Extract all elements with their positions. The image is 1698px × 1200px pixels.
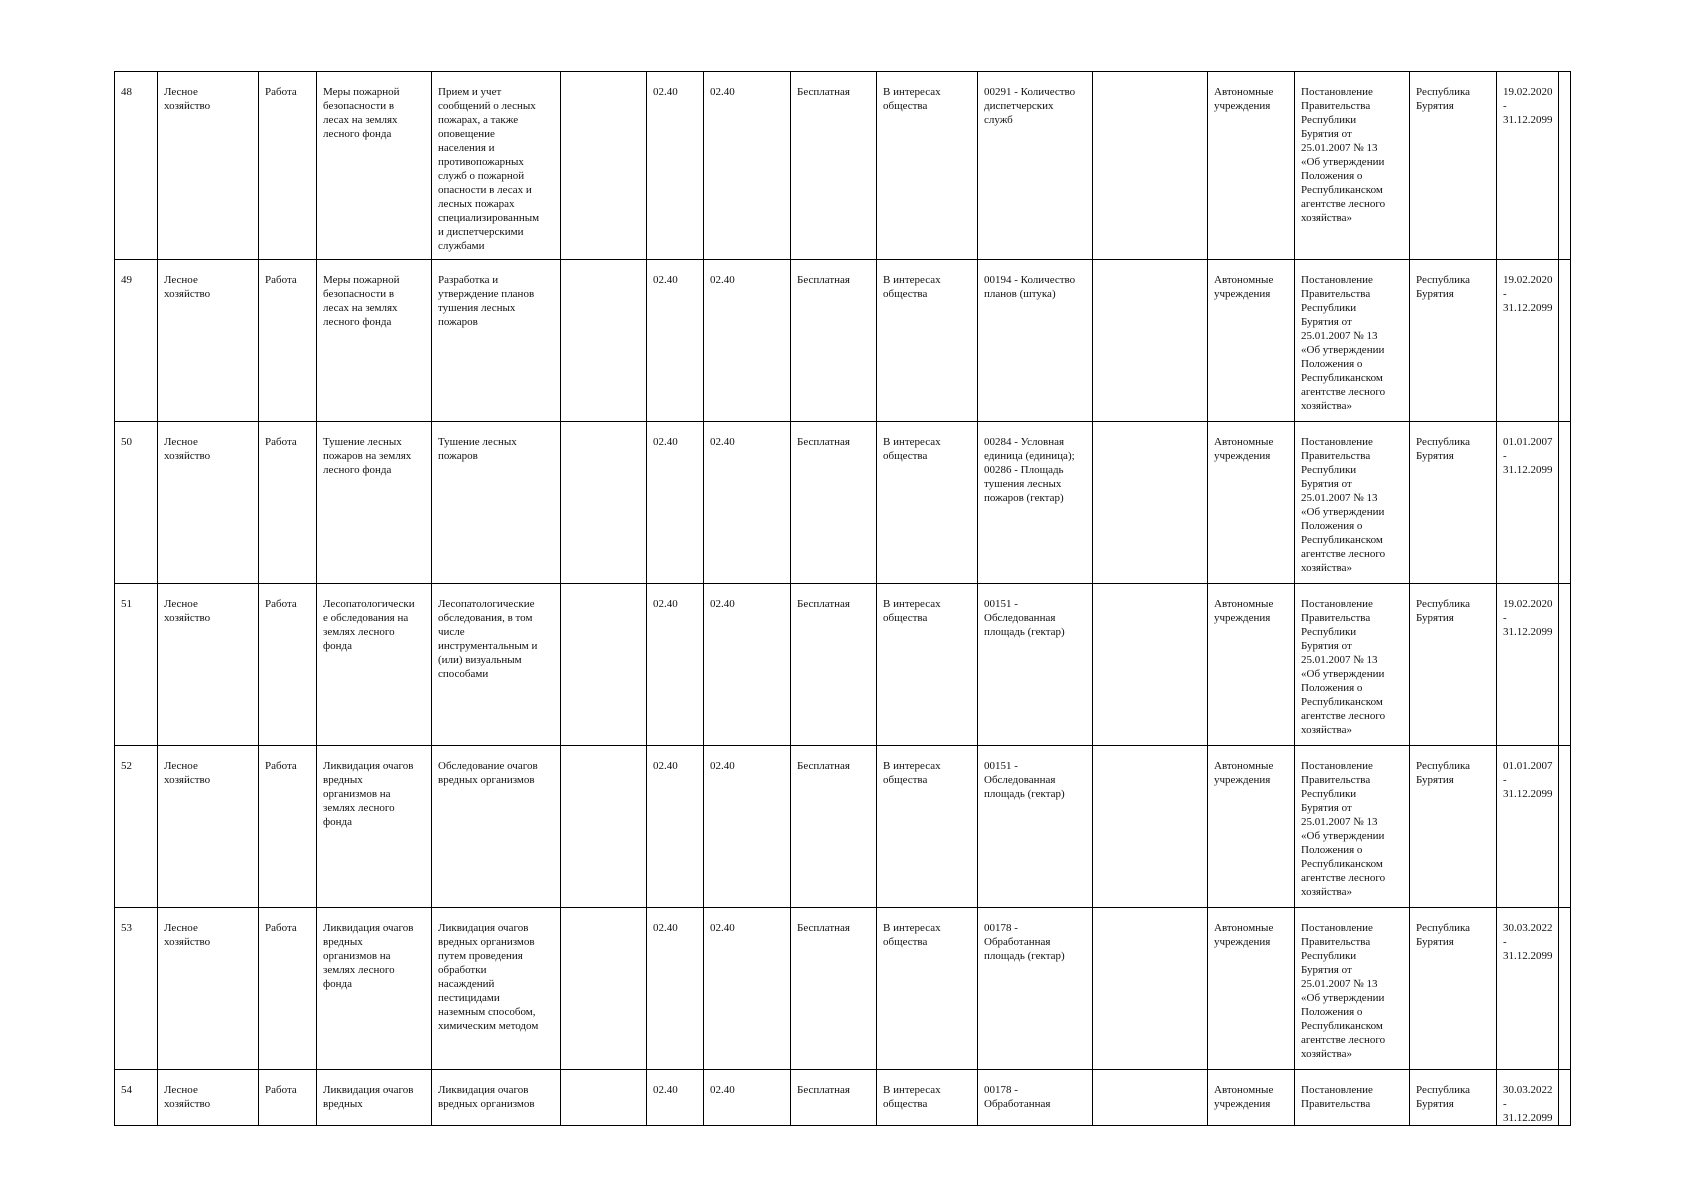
empty-cell — [1558, 72, 1570, 260]
industry-cell: Лесное хозяйство — [158, 72, 259, 260]
legal-basis-cell: Постановление Правительства Республики Бурятия от 25.01.2007 № 13 «Об утверждении Положения о Республиканском агентстве лесного хозяйства» — [1295, 72, 1410, 260]
payment-type-cell: Бесплатная — [791, 260, 877, 422]
okved-code-2-cell: 02.40 — [704, 260, 791, 422]
okved-code-2-cell: 02.40 — [704, 584, 791, 746]
region-cell: Республика Бурятия — [1410, 1070, 1497, 1126]
interest-cell: В интересах общества — [877, 746, 978, 908]
region-cell: Республика Бурятия — [1410, 746, 1497, 908]
industry-cell: Лесное хозяйство — [158, 908, 259, 1070]
empty-cell — [561, 746, 647, 908]
interest-cell: В интересах общества — [877, 584, 978, 746]
work-content-cell: Разработка и утверждение планов тушения лесных пожаров — [432, 260, 561, 422]
work-content-cell: Тушение лесных пожаров — [432, 422, 561, 584]
industry-cell: Лесное хозяйство — [158, 260, 259, 422]
empty-cell — [1093, 584, 1208, 746]
type-cell: Работа — [259, 72, 317, 260]
payment-type-cell: Бесплатная — [791, 422, 877, 584]
region-cell: Республика Бурятия — [1410, 72, 1497, 260]
row-number: 50 — [115, 422, 158, 584]
type-cell: Работа — [259, 746, 317, 908]
registry-table — [114, 71, 1571, 1126]
institution-type-cell: Автономные учреждения — [1208, 1070, 1295, 1126]
institution-type-cell: Автономные учреждения — [1208, 422, 1295, 584]
indicator-cell: 00194 - Количество планов (штука) — [978, 260, 1093, 422]
row-number: 48 — [115, 72, 158, 260]
okved-code-cell: 02.40 — [647, 908, 704, 1070]
legal-basis-cell: Постановление Правительства Республики Бурятия от 25.01.2007 № 13 «Об утверждении Положения о Республиканском агентстве лесного хозяйства» — [1295, 908, 1410, 1070]
type-cell: Работа — [259, 260, 317, 422]
table-body — [115, 72, 1571, 1126]
empty-cell — [1558, 746, 1570, 908]
indicator-cell: 00284 - Условная единица (единица); 00286 - Площадь тушения лесных пожаров (гектар) — [978, 422, 1093, 584]
empty-cell — [561, 584, 647, 746]
table-row — [115, 908, 1571, 1070]
empty-cell — [1093, 1070, 1208, 1126]
industry-cell: Лесное хозяйство — [158, 1070, 259, 1126]
work-content-cell: Прием и учет сообщений о лесных пожарах, а также оповещение населения и противопожарных служб о пожарной опасности в лесах и лесных пожарах специализированным и диспетчерскими службами — [432, 72, 561, 260]
payment-type-cell: Бесплатная — [791, 584, 877, 746]
empty-cell — [1558, 422, 1570, 584]
indicator-cell: 00178 - Обработанная — [978, 1070, 1093, 1126]
work-name-cell: Ликвидация очагов вредных организмов на землях лесного фонда — [317, 746, 432, 908]
okved-code-cell: 02.40 — [647, 1070, 704, 1126]
work-name-cell: Меры пожарной безопасности в лесах на землях лесного фонда — [317, 260, 432, 422]
okved-code-cell: 02.40 — [647, 72, 704, 260]
table-row — [115, 1070, 1571, 1126]
row-number: 54 — [115, 1070, 158, 1126]
empty-cell — [561, 260, 647, 422]
legal-basis-cell: Постановление Правительства — [1295, 1070, 1410, 1126]
row-number: 49 — [115, 260, 158, 422]
okved-code-cell: 02.40 — [647, 260, 704, 422]
okved-code-2-cell: 02.40 — [704, 1070, 791, 1126]
institution-type-cell: Автономные учреждения — [1208, 72, 1295, 260]
interest-cell: В интересах общества — [877, 260, 978, 422]
type-cell: Работа — [259, 584, 317, 746]
legal-basis-cell: Постановление Правительства Республики Бурятия от 25.01.2007 № 13 «Об утверждении Положения о Республиканском агентстве лесного хозяйства» — [1295, 584, 1410, 746]
empty-cell — [1558, 260, 1570, 422]
legal-basis-cell: Постановление Правительства Республики Бурятия от 25.01.2007 № 13 «Об утверждении Положения о Республиканском агентстве лесного хозяйства» — [1295, 746, 1410, 908]
region-cell: Республика Бурятия — [1410, 422, 1497, 584]
indicator-cell: 00291 - Количество диспетчерских служб — [978, 72, 1093, 260]
region-cell: Республика Бурятия — [1410, 260, 1497, 422]
empty-cell — [561, 72, 647, 260]
table-row — [115, 746, 1571, 908]
empty-cell — [561, 422, 647, 584]
empty-cell — [1093, 72, 1208, 260]
period-cell: 19.02.2020 - 31.12.2099 — [1497, 260, 1559, 422]
legal-basis-cell: Постановление Правительства Республики Бурятия от 25.01.2007 № 13 «Об утверждении Положения о Республиканском агентстве лесного хозяйства» — [1295, 422, 1410, 584]
empty-cell — [1093, 422, 1208, 584]
okved-code-2-cell: 02.40 — [704, 908, 791, 1070]
okved-code-cell: 02.40 — [647, 746, 704, 908]
empty-cell — [1558, 584, 1570, 746]
work-content-cell: Лесопатологические обследования, в том числе инструментальным и (или) визуальным способами — [432, 584, 561, 746]
empty-cell — [561, 1070, 647, 1126]
row-number: 51 — [115, 584, 158, 746]
period-cell: 30.03.2022 - 31.12.2099 — [1497, 908, 1559, 1070]
empty-cell — [561, 908, 647, 1070]
type-cell: Работа — [259, 422, 317, 584]
row-number: 52 — [115, 746, 158, 908]
work-content-cell: Ликвидация очагов вредных организмов — [432, 1070, 561, 1126]
work-name-cell: Ликвидация очагов вредных организмов на землях лесного фонда — [317, 908, 432, 1070]
work-name-cell: Лесопатологически е обследования на землях лесного фонда — [317, 584, 432, 746]
institution-type-cell: Автономные учреждения — [1208, 260, 1295, 422]
okved-code-2-cell: 02.40 — [704, 72, 791, 260]
table-row — [115, 584, 1571, 746]
type-cell: Работа — [259, 908, 317, 1070]
empty-cell — [1093, 908, 1208, 1070]
period-cell: 01.01.2007 - 31.12.2099 — [1497, 746, 1559, 908]
table-row — [115, 422, 1571, 584]
empty-cell — [1093, 746, 1208, 908]
period-cell: 19.02.2020 - 31.12.2099 — [1497, 72, 1559, 260]
okved-code-cell: 02.40 — [647, 584, 704, 746]
empty-cell — [1558, 1070, 1570, 1126]
indicator-cell: 00151 - Обследованная площадь (гектар) — [978, 746, 1093, 908]
table-row — [115, 260, 1571, 422]
industry-cell: Лесное хозяйство — [158, 422, 259, 584]
interest-cell: В интересах общества — [877, 908, 978, 1070]
institution-type-cell: Автономные учреждения — [1208, 584, 1295, 746]
okved-code-2-cell: 02.40 — [704, 746, 791, 908]
type-cell: Работа — [259, 1070, 317, 1126]
period-cell: 01.01.2007 - 31.12.2099 — [1497, 422, 1559, 584]
industry-cell: Лесное хозяйство — [158, 746, 259, 908]
indicator-cell: 00151 - Обследованная площадь (гектар) — [978, 584, 1093, 746]
institution-type-cell: Автономные учреждения — [1208, 746, 1295, 908]
interest-cell: В интересах общества — [877, 422, 978, 584]
work-name-cell: Меры пожарной безопасности в лесах на землях лесного фонда — [317, 72, 432, 260]
okved-code-2-cell: 02.40 — [704, 422, 791, 584]
region-cell: Республика Бурятия — [1410, 584, 1497, 746]
institution-type-cell: Автономные учреждения — [1208, 908, 1295, 1070]
okved-code-cell: 02.40 — [647, 422, 704, 584]
work-name-cell: Ликвидация очагов вредных — [317, 1070, 432, 1126]
indicator-cell: 00178 - Обработанная площадь (гектар) — [978, 908, 1093, 1070]
table-row — [115, 72, 1571, 260]
payment-type-cell: Бесплатная — [791, 746, 877, 908]
row-number: 53 — [115, 908, 158, 1070]
period-cell: 30.03.2022 - 31.12.2099 — [1497, 1070, 1559, 1126]
interest-cell: В интересах общества — [877, 72, 978, 260]
work-content-cell: Ликвидация очагов вредных организмов путем проведения обработки насаждений пестицидами наземным способом, химическим методом — [432, 908, 561, 1070]
industry-cell: Лесное хозяйство — [158, 584, 259, 746]
payment-type-cell: Бесплатная — [791, 908, 877, 1070]
empty-cell — [1558, 908, 1570, 1070]
legal-basis-cell: Постановление Правительства Республики Бурятия от 25.01.2007 № 13 «Об утверждении Положения о Республиканском агентстве лесного хозяйства» — [1295, 260, 1410, 422]
payment-type-cell: Бесплатная — [791, 72, 877, 260]
interest-cell: В интересах общества — [877, 1070, 978, 1126]
work-name-cell: Тушение лесных пожаров на землях лесного фонда — [317, 422, 432, 584]
payment-type-cell: Бесплатная — [791, 1070, 877, 1126]
region-cell: Республика Бурятия — [1410, 908, 1497, 1070]
work-content-cell: Обследование очагов вредных организмов — [432, 746, 561, 908]
period-cell: 19.02.2020 - 31.12.2099 — [1497, 584, 1559, 746]
empty-cell — [1093, 260, 1208, 422]
